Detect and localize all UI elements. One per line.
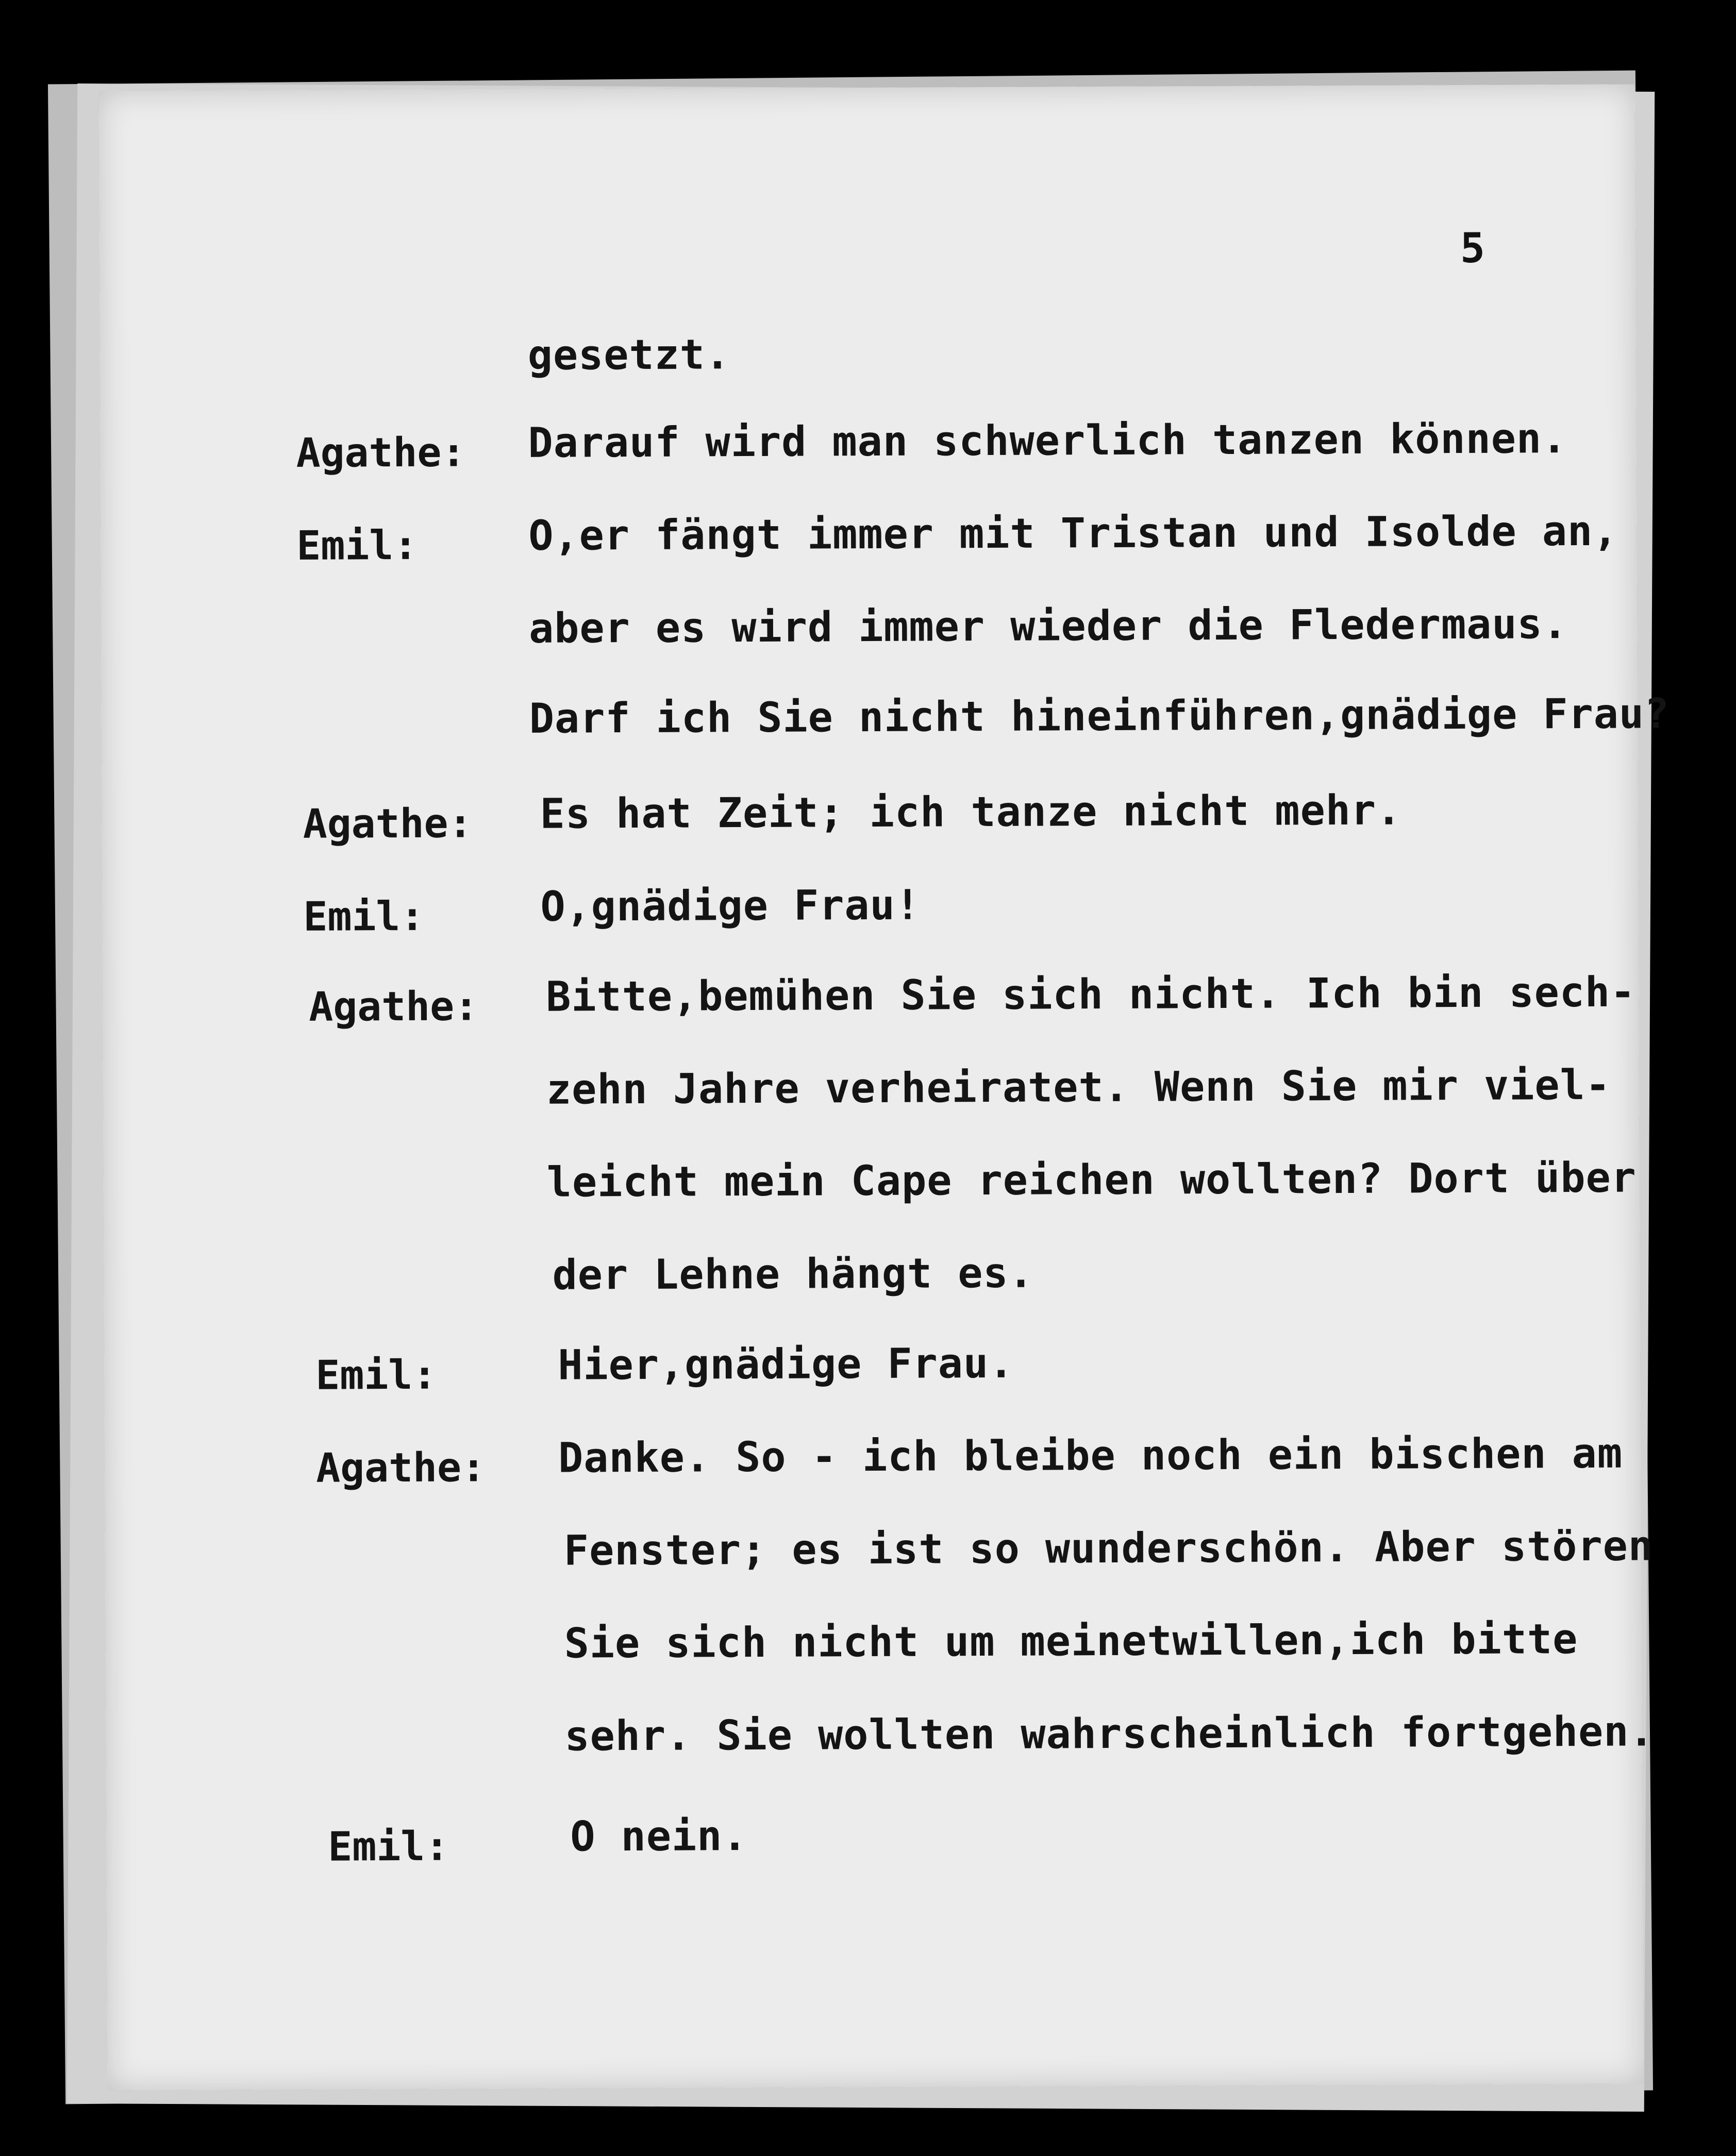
typescript-page: [99, 85, 1670, 2091]
dialogue-text: O,er fängt immer mit Tristan und Isolde an,: [528, 507, 1618, 560]
speaker-label: Agathe:: [309, 983, 479, 1031]
dialogue-text: gesetzt.: [527, 330, 731, 379]
dialogue-text: sehr. Sie wollten wahrscheinlich fortgehen.: [564, 1707, 1655, 1760]
dialogue-text: Darf ich Sie nicht hineinführen,gnädige Frau?: [529, 689, 1670, 743]
page-number: 5: [1460, 224, 1485, 272]
speaker-label: Agathe:: [296, 429, 466, 477]
dialogue-text: Hier,gnädige Frau.: [558, 1339, 1014, 1389]
dialogue-text: aber es wird immer wieder die Fledermaus.: [528, 600, 1568, 652]
dialogue-text: O nein.: [570, 1812, 748, 1861]
speaker-label: Emil:: [328, 1823, 449, 1871]
dialogue-text: der Lehne hängt es.: [552, 1249, 1034, 1299]
speaker-label: Agathe:: [316, 1444, 486, 1492]
dialogue-text: Sie sich nicht um meinetwillen,ich bitte: [564, 1615, 1578, 1667]
dialogue-text: leicht mein Cape reichen wollten? Dort über: [546, 1153, 1637, 1206]
dialogue-text: O,gnädige Frau!: [540, 881, 921, 931]
dialogue-text: Fenster; es ist so wunderschön. Aber stören: [563, 1522, 1654, 1575]
dialogue-text: Danke. So - ich bleibe noch ein bischen am: [558, 1429, 1623, 1482]
speaker-label: Emil:: [315, 1352, 437, 1399]
speaker-label: Emil:: [296, 522, 418, 569]
dialogue-text: Darauf wird man schwerlich tanzen können.: [528, 414, 1567, 467]
dialogue-text: Bitte,bemühen Sie sich nicht. Ich bin sech-: [546, 968, 1636, 1021]
speaker-label: Agathe:: [303, 800, 473, 848]
speaker-label: Emil:: [303, 893, 425, 940]
dialogue-text: zehn Jahre verheiratet. Wenn Sie mir viel-: [546, 1060, 1611, 1114]
dialogue-text: Es hat Zeit; ich tanze nicht mehr.: [540, 786, 1402, 838]
